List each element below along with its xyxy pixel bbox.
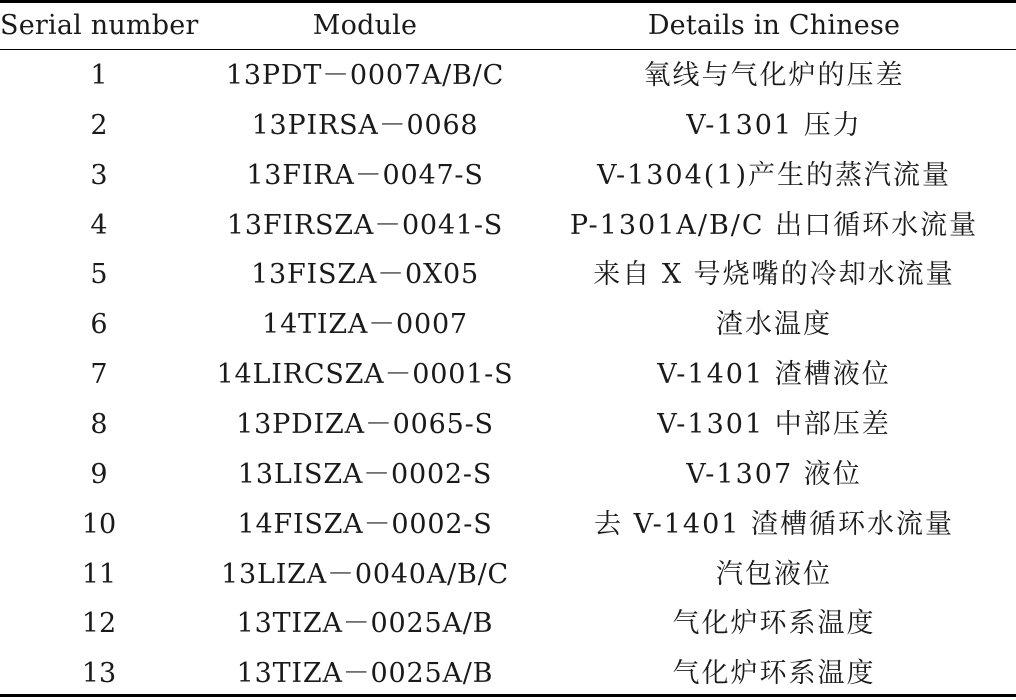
cell-details: 汽包液位 xyxy=(716,558,832,590)
cell-serial-number: 1 xyxy=(90,60,108,91)
header-module: Module xyxy=(312,10,418,41)
table-row xyxy=(0,300,1016,350)
table-row xyxy=(0,350,1016,400)
cell-module: 13TIZA－0025A/B xyxy=(236,658,494,690)
cell-module: 13LISZA－0002-S xyxy=(237,458,493,490)
bottom-rule xyxy=(0,694,1016,697)
cell-details: V-1304(1)产生的蒸汽流量 xyxy=(596,159,952,191)
table-row xyxy=(0,550,1016,600)
cell-module: 13TIZA－0025A/B xyxy=(236,608,494,640)
cell-serial-number: 6 xyxy=(90,309,108,341)
table-row xyxy=(0,201,1016,251)
table-row xyxy=(0,51,1016,101)
table-row xyxy=(0,250,1016,300)
cell-module: 13LIZA－0040A/B/C xyxy=(221,558,509,590)
cell-details: V-1301 压力 xyxy=(686,109,862,141)
cell-details: 去 V-1401 渣槽循环水流量 xyxy=(593,508,955,540)
header-rule xyxy=(0,49,1016,50)
cell-details: 氧线与气化炉的压差 xyxy=(643,60,905,91)
cell-serial-number: 7 xyxy=(90,359,108,391)
cell-details: 来自 X 号烧嘴的冷却水流量 xyxy=(593,259,955,291)
cell-details: V-1301 中部压差 xyxy=(657,408,891,440)
table-row xyxy=(0,500,1016,550)
cell-module: 13FIRA－0047-S xyxy=(246,159,484,191)
cell-serial-number: 3 xyxy=(90,159,108,191)
header-details: Details in Chinese xyxy=(647,10,901,41)
cell-serial-number: 10 xyxy=(81,508,117,540)
cell-details: 气化炉环系温度 xyxy=(672,608,876,640)
cell-serial-number: 9 xyxy=(90,458,108,490)
cell-module: 14LIRCSZA－0001-S xyxy=(216,359,514,391)
cell-serial-number: 11 xyxy=(81,558,117,590)
table-row xyxy=(0,450,1016,500)
cell-details: 渣水温度 xyxy=(716,309,832,341)
cell-serial-number: 8 xyxy=(90,408,108,440)
cell-module: 13PIRSA－0068 xyxy=(251,109,479,141)
cell-serial-number: 12 xyxy=(81,608,117,640)
cell-module: 13FISZA－0X05 xyxy=(251,259,479,291)
cell-details: V-1307 液位 xyxy=(686,458,862,490)
table-row xyxy=(0,649,1016,699)
cell-module: 13FIRSZA－0041-S xyxy=(226,209,504,241)
cell-details: V-1401 渣槽液位 xyxy=(657,359,891,391)
cell-module: 13PDT－0007A/B/C xyxy=(225,60,505,91)
cell-serial-number: 13 xyxy=(81,658,117,690)
cell-serial-number: 2 xyxy=(90,109,108,141)
header-serial-number: Serial number xyxy=(0,10,199,41)
cell-details: P-1301A/B/C 出口循环水流量 xyxy=(569,209,979,241)
cell-module: 14FISZA－0002-S xyxy=(237,508,493,540)
cell-module: 13PDIZA－0065-S xyxy=(236,408,494,440)
table-row xyxy=(0,101,1016,151)
cell-module: 14TIZA－0007 xyxy=(262,309,468,341)
cell-serial-number: 4 xyxy=(90,209,108,241)
table-row xyxy=(0,151,1016,201)
table-row xyxy=(0,400,1016,450)
cell-details: 气化炉环系温度 xyxy=(672,658,876,690)
table-row xyxy=(0,599,1016,649)
cell-serial-number: 5 xyxy=(90,259,108,291)
table-header-row xyxy=(0,0,1016,50)
